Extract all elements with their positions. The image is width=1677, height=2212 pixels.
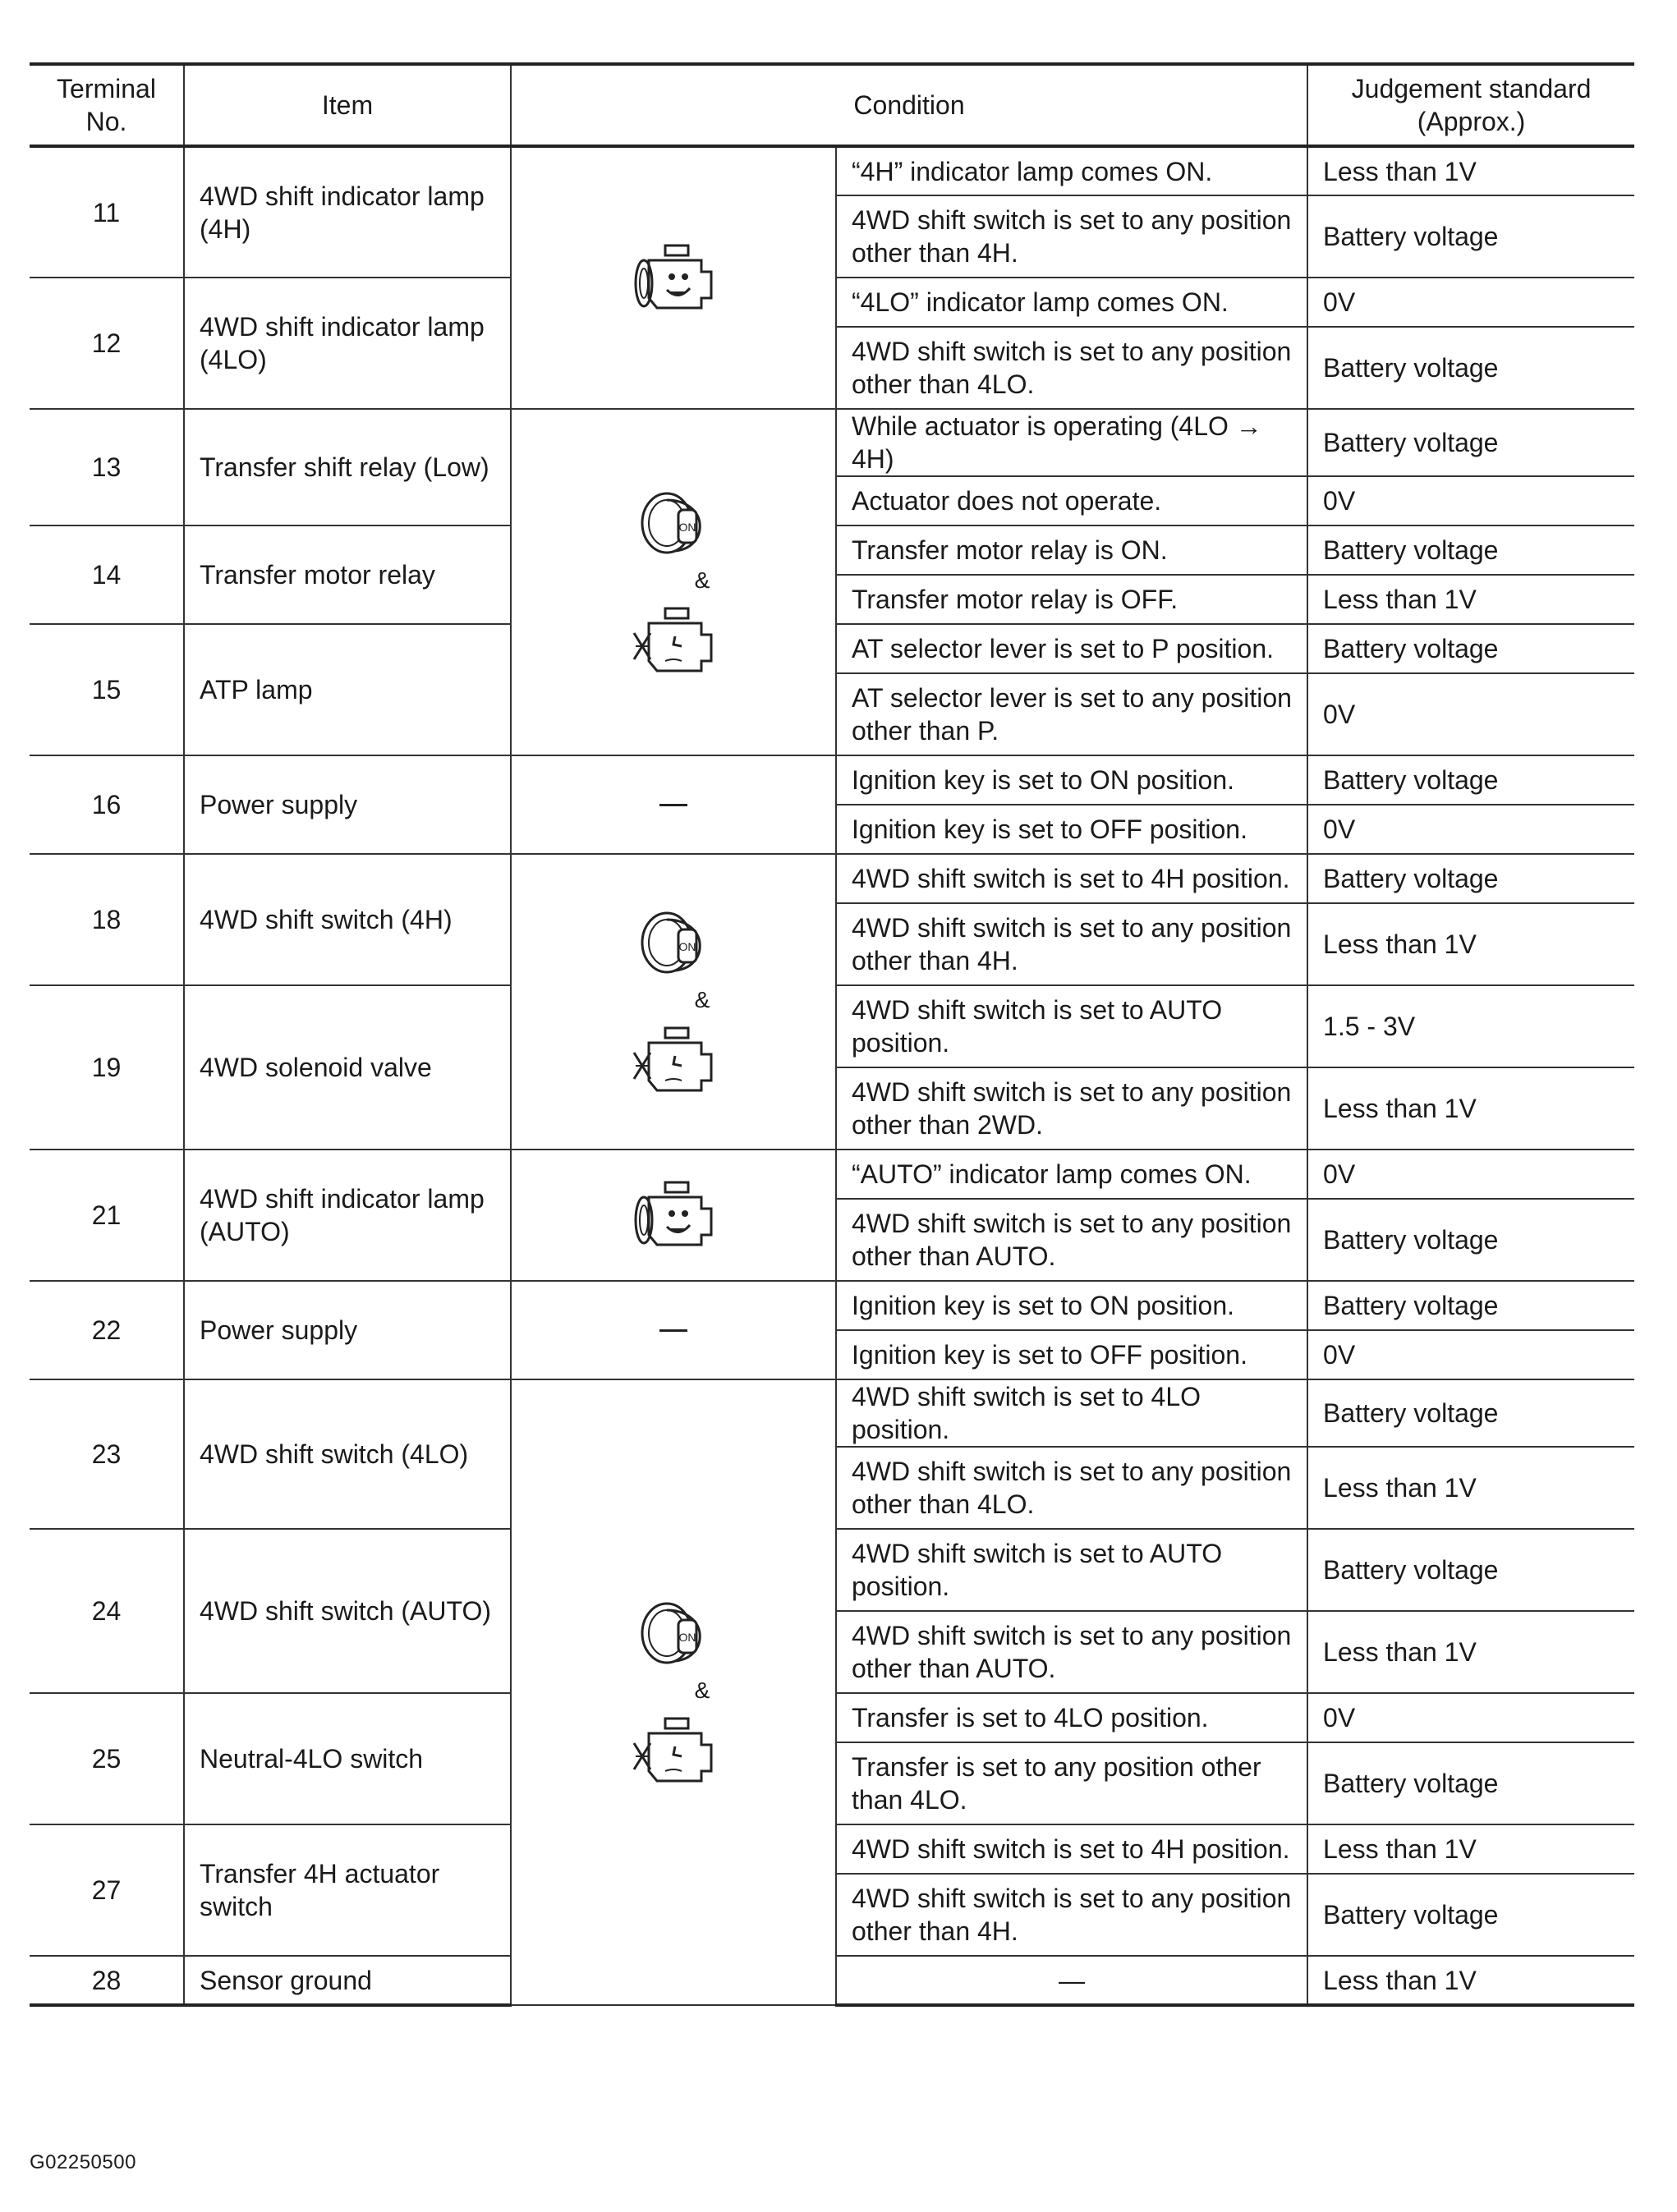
engine-running-icon <box>624 237 723 319</box>
judgement-value: 0V <box>1307 476 1634 525</box>
judgement-value: Battery voltage <box>1307 327 1634 409</box>
item-name: Power supply <box>184 1281 511 1379</box>
condition-text: 4WD shift switch is set to 4H position. <box>836 1824 1307 1874</box>
condition-text: Transfer motor relay is ON. <box>836 525 1307 575</box>
and-symbol: & <box>694 987 710 1012</box>
judgement-value: Less than 1V <box>1307 1067 1634 1150</box>
and-symbol: & <box>694 567 710 593</box>
condition-icon-cell <box>511 755 836 854</box>
item-name: Power supply <box>184 755 511 854</box>
item-name: 4WD shift switch (4LO) <box>184 1379 511 1529</box>
condition-text: Ignition key is set to OFF position. <box>836 805 1307 854</box>
judgement-value: Battery voltage <box>1307 1529 1634 1611</box>
condition-text: AT selector lever is set to any position other than P. <box>836 673 1307 755</box>
ignition-on-icon <box>634 482 713 561</box>
item-name: ATP lamp <box>184 624 511 755</box>
svg-text:ON: ON <box>678 1631 696 1644</box>
item-name: Sensor ground <box>184 1956 511 2005</box>
terminal-number: 23 <box>30 1379 184 1529</box>
terminal-number: 11 <box>30 146 184 278</box>
judgement-value: Battery voltage <box>1307 755 1634 805</box>
item-name: Transfer 4H actuator switch <box>184 1824 511 1956</box>
judgement-value: Battery voltage <box>1307 854 1634 903</box>
judgement-value: Battery voltage <box>1307 624 1634 673</box>
table-row <box>30 1281 1634 1330</box>
header-judgement: Judgement standard (Approx.) <box>1307 64 1634 146</box>
condition-icon-cell <box>511 409 836 755</box>
condition-text: 4WD shift switch is set to 4LO position. <box>836 1379 1307 1447</box>
table-row <box>30 755 1634 805</box>
ignition-on-icon <box>634 902 713 980</box>
condition-text: Ignition key is set to ON position. <box>836 1281 1307 1330</box>
condition-text: — <box>836 1956 1307 2005</box>
header-condition: Condition <box>511 64 1307 146</box>
condition-text: Ignition key is set to ON position. <box>836 755 1307 805</box>
condition-text: 4WD shift switch is set to AUTO position. <box>836 985 1307 1067</box>
no-condition-dash <box>659 804 687 806</box>
condition-icon-cell <box>511 146 836 409</box>
engine-stopped-icon <box>624 1020 723 1102</box>
engine-stopped-icon <box>624 1710 723 1792</box>
condition-text: 4WD shift switch is set to any position other than 4LO. <box>836 1447 1307 1529</box>
item-name: 4WD shift indicator lamp (AUTO) <box>184 1150 511 1281</box>
condition-text: “4LO” indicator lamp comes ON. <box>836 278 1307 327</box>
condition-text: Ignition key is set to OFF position. <box>836 1330 1307 1379</box>
judgement-value: Battery voltage <box>1307 1874 1634 1956</box>
terminal-number: 18 <box>30 854 184 985</box>
judgement-value: Battery voltage <box>1307 525 1634 575</box>
condition-text: 4WD shift switch is set to any position other than AUTO. <box>836 1611 1307 1693</box>
judgement-value: 0V <box>1307 278 1634 327</box>
terminal-number: 24 <box>30 1529 184 1693</box>
table-row <box>30 409 1634 476</box>
judgement-value: Battery voltage <box>1307 409 1634 476</box>
judgement-value: Less than 1V <box>1307 1956 1634 2005</box>
judgement-value: Less than 1V <box>1307 903 1634 985</box>
table-row <box>30 146 1634 195</box>
item-name: Transfer shift relay (Low) <box>184 409 511 525</box>
engine-stopped-icon <box>624 600 723 682</box>
terminal-number: 19 <box>30 985 184 1150</box>
item-name: 4WD shift switch (AUTO) <box>184 1529 511 1693</box>
terminal-number: 13 <box>30 409 184 525</box>
figure-code: G02250500 <box>30 2151 136 2173</box>
terminal-inspection-table <box>30 62 1634 2007</box>
condition-icon-cell <box>511 1379 836 2005</box>
svg-text:ON: ON <box>678 521 696 534</box>
judgement-value: 0V <box>1307 1693 1634 1742</box>
header-terminal: Terminal No. <box>30 64 184 146</box>
condition-text: Actuator does not operate. <box>836 476 1307 525</box>
terminal-number: 12 <box>30 278 184 409</box>
judgement-value: Less than 1V <box>1307 1611 1634 1693</box>
condition-text: Transfer motor relay is OFF. <box>836 575 1307 624</box>
judgement-value: Less than 1V <box>1307 575 1634 624</box>
judgement-value: Battery voltage <box>1307 1281 1634 1330</box>
condition-text: “4H” indicator lamp comes ON. <box>836 146 1307 195</box>
condition-text: 4WD shift switch is set to AUTO position. <box>836 1529 1307 1611</box>
judgement-value: Battery voltage <box>1307 1742 1634 1824</box>
judgement-value: Less than 1V <box>1307 1824 1634 1874</box>
and-symbol: & <box>694 1677 710 1703</box>
condition-text: 4WD shift switch is set to any position other than 4LO. <box>836 327 1307 409</box>
table-row <box>30 1150 1634 1199</box>
svg-text:ON: ON <box>678 940 696 953</box>
judgement-value: Battery voltage <box>1307 195 1634 278</box>
condition-text: 4WD shift switch is set to 4H position. <box>836 854 1307 903</box>
condition-icon-cell <box>511 1150 836 1281</box>
condition-text: AT selector lever is set to P position. <box>836 624 1307 673</box>
item-name: 4WD solenoid valve <box>184 985 511 1150</box>
condition-text: 4WD shift switch is set to any position other than 4H. <box>836 903 1307 985</box>
table-header-row <box>30 64 1634 146</box>
table-row <box>30 854 1634 903</box>
judgement-value: 0V <box>1307 805 1634 854</box>
judgement-value: Less than 1V <box>1307 1447 1634 1529</box>
condition-text: 4WD shift switch is set to any position other than 4H. <box>836 195 1307 278</box>
terminal-number: 28 <box>30 1956 184 2005</box>
judgement-value: Less than 1V <box>1307 146 1634 195</box>
no-condition-dash <box>659 1329 687 1332</box>
item-name: Transfer motor relay <box>184 525 511 624</box>
table-body <box>30 146 1634 2005</box>
terminal-number: 25 <box>30 1693 184 1824</box>
judgement-value: Battery voltage <box>1307 1379 1634 1447</box>
item-name: Neutral-4LO switch <box>184 1693 511 1824</box>
terminal-number: 22 <box>30 1281 184 1379</box>
condition-icon-cell <box>511 1281 836 1379</box>
terminal-number: 21 <box>30 1150 184 1281</box>
condition-icon-cell <box>511 854 836 1150</box>
item-name: 4WD shift indicator lamp (4LO) <box>184 278 511 409</box>
condition-text: “AUTO” indicator lamp comes ON. <box>836 1150 1307 1199</box>
condition-text: Transfer is set to 4LO position. <box>836 1693 1307 1742</box>
condition-text: 4WD shift switch is set to any position other than 4H. <box>836 1874 1307 1956</box>
judgement-value: 0V <box>1307 673 1634 755</box>
condition-text: Transfer is set to any position other than 4LO. <box>836 1742 1307 1824</box>
judgement-value: 1.5 - 3V <box>1307 985 1634 1067</box>
ignition-on-icon <box>634 1592 713 1671</box>
engine-running-icon <box>624 1174 723 1256</box>
judgement-value: 0V <box>1307 1150 1634 1199</box>
condition-text: 4WD shift switch is set to any position other than AUTO. <box>836 1199 1307 1281</box>
item-name: 4WD shift switch (4H) <box>184 854 511 985</box>
judgement-value: 0V <box>1307 1330 1634 1379</box>
header-item: Item <box>184 64 511 146</box>
judgement-value: Battery voltage <box>1307 1199 1634 1281</box>
condition-text: 4WD shift switch is set to any position other than 2WD. <box>836 1067 1307 1150</box>
terminal-number: 16 <box>30 755 184 854</box>
terminal-number: 27 <box>30 1824 184 1956</box>
condition-text: While actuator is operating (4LO → 4H) <box>836 409 1307 476</box>
terminal-number: 14 <box>30 525 184 624</box>
item-name: 4WD shift indicator lamp (4H) <box>184 146 511 278</box>
terminal-number: 15 <box>30 624 184 755</box>
table-row <box>30 1379 1634 1447</box>
